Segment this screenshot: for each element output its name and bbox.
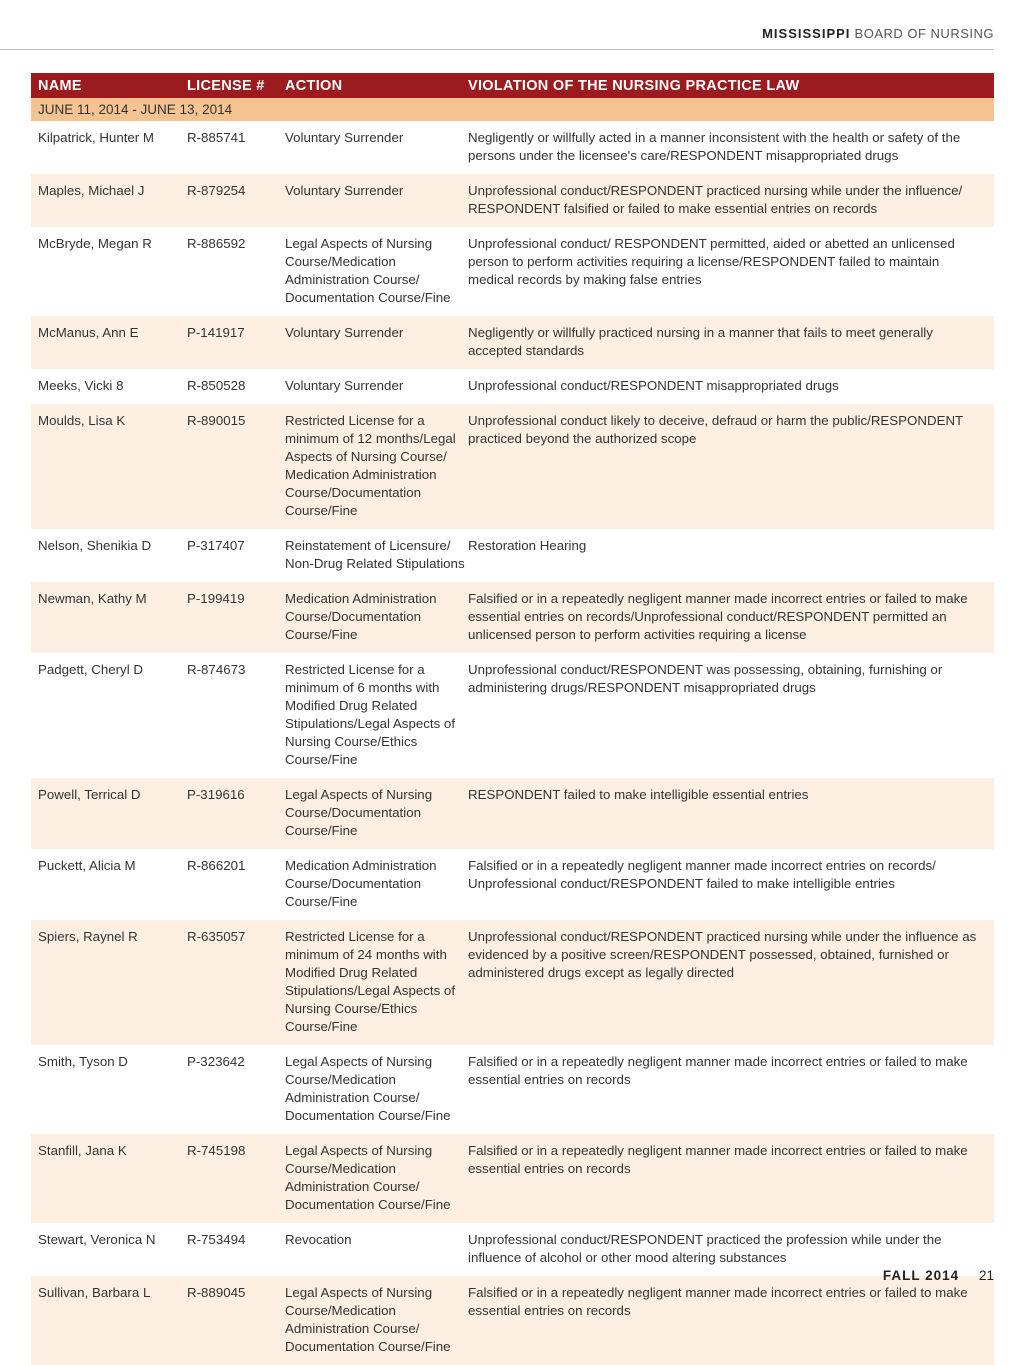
cell-violation: Falsified or in a repeatedly negligent manner made incorrect entries or failed to make essential entries on records/Unprofessional conduct/RESPONDENT permitted an unlicensed person to perform activities requiring a license [468, 591, 968, 642]
cell-action: Restricted License for a minimum of 6 months with Modified Drug Related Stipulations/Legal Aspects of Nursing Course/Ethics Course/Fine [285, 662, 456, 767]
cell-license: P-319616 [187, 787, 245, 802]
masthead-state: MISSISSIPPI [762, 26, 851, 41]
cell-license: P-323642 [187, 1054, 245, 1069]
header-violation: VIOLATION OF THE NURSING PRACTICE LAW [468, 77, 800, 94]
cell-license: R-753494 [187, 1232, 246, 1247]
header-license: LICENSE # [187, 77, 265, 94]
header-name: NAME [38, 77, 82, 94]
cell-name: Stewart, Veronica N [38, 1232, 156, 1247]
cell-action: Revocation [285, 1232, 352, 1247]
cell-name: Newman, Kathy M [38, 591, 147, 606]
cell-name: Nelson, Shenikia D [38, 538, 152, 553]
cell-action: Legal Aspects of Nursing Course/Documentation Course/Fine [285, 787, 433, 838]
table-row [31, 227, 994, 316]
cell-license: R-850528 [187, 378, 246, 393]
cell-action: Restricted License for a minimum of 24 months with Modified Drug Related Stipulations/Legal Aspects of Nursing Course/Ethics Course/Fine [285, 929, 456, 1034]
table-row [31, 1045, 994, 1134]
header-action: ACTION [285, 77, 343, 94]
table-row [31, 121, 994, 174]
cell-name: Kilpatrick, Hunter M [38, 130, 155, 145]
cell-action: Medication Administration Course/Documentation Course/Fine [285, 858, 437, 909]
page-number: 21 [978, 1268, 994, 1283]
table-row [31, 920, 994, 1045]
cell-violation: Unprofessional conduct/RESPONDENT practiced nursing while under the influence as evidenced by a positive screen/RESPONDENT possessed, obtained, furnished or administered drugs except as legally directed [468, 929, 977, 980]
cell-name: McManus, Ann E [38, 325, 139, 340]
cell-name: Maples, Michael J [38, 183, 145, 198]
table-row [31, 369, 994, 404]
cell-license: P-141917 [187, 325, 245, 340]
cell-license: R-889045 [187, 1285, 246, 1300]
cell-violation: Falsified or in a repeatedly negligent manner made incorrect entries or failed to make essential entries on records [468, 1054, 968, 1087]
cell-action: Voluntary Surrender [285, 378, 404, 393]
cell-violation: Negligently or willfully practiced nursing in a manner that fails to meet generally accepted standards [468, 325, 933, 358]
cell-license: R-885741 [187, 130, 246, 145]
cell-violation: Falsified or in a repeatedly negligent manner made incorrect entries or failed to make essential entries on records [468, 1285, 968, 1318]
cell-name: Puckett, Alicia M [38, 858, 136, 873]
cell-violation: Unprofessional conduct likely to deceive, defraud or harm the public/RESPONDENT practiced beyond the authorized scope [468, 413, 963, 446]
cell-license: R-886592 [187, 236, 246, 251]
masthead-board: BOARD OF NURSING [854, 26, 994, 41]
table-row [31, 849, 994, 920]
table-row [31, 1134, 994, 1223]
cell-action: Legal Aspects of Nursing Course/Medication Administration Course/ Documentation Course/Fine [285, 1054, 451, 1123]
cell-license: R-879254 [187, 183, 246, 198]
cell-violation: Unprofessional conduct/RESPONDENT was possessing, obtaining, furnishing or administering drugs/RESPONDENT misappropriated drugs [468, 662, 943, 695]
cell-name: Moulds, Lisa K [38, 413, 126, 428]
page-footer [883, 1268, 994, 1283]
cell-name: Stanfill, Jana K [38, 1143, 127, 1158]
table-row [31, 529, 994, 582]
cell-violation: Restoration Hearing [468, 538, 587, 553]
table-row [31, 1276, 994, 1365]
cell-name: Padgett, Cheryl D [38, 662, 143, 677]
table-body [31, 121, 994, 1365]
masthead [762, 26, 994, 41]
table-header [31, 73, 994, 98]
cell-action: Voluntary Surrender [285, 183, 404, 198]
disciplinary-actions-table [31, 73, 994, 1365]
table-row [31, 582, 994, 653]
cell-name: McBryde, Megan R [38, 236, 152, 251]
cell-action: Voluntary Surrender [285, 325, 404, 340]
table-row [31, 404, 994, 529]
cell-violation: Falsified or in a repeatedly negligent manner made incorrect entries or failed to make essential entries on records [468, 1143, 968, 1176]
table-row [31, 316, 994, 369]
cell-violation: Unprofessional conduct/ RESPONDENT permitted, aided or abetted an unlicensed person to perform activities requiring a license/RESPONDENT failed to maintain medical records by making false entries [468, 236, 955, 287]
cell-name: Powell, Terrical D [38, 787, 141, 802]
cell-name: Smith, Tyson D [38, 1054, 128, 1069]
cell-action: Voluntary Surrender [285, 130, 404, 145]
cell-license: R-745198 [187, 1143, 246, 1158]
cell-license: P-317407 [187, 538, 245, 553]
cell-action: Legal Aspects of Nursing Course/Medication Administration Course/ Documentation Course/Fine [285, 1143, 451, 1212]
table-row [31, 174, 994, 227]
cell-action: Legal Aspects of Nursing Course/Medication Administration Course/ Documentation Course/Fine [285, 1285, 451, 1354]
cell-name: Sullivan, Barbara L [38, 1285, 151, 1300]
cell-violation: Unprofessional conduct/RESPONDENT practiced nursing while under the influence/ RESPONDENT falsified or failed to make essential entries on records [468, 183, 963, 216]
table-row [31, 778, 994, 849]
table-row [31, 653, 994, 778]
cell-action: Reinstatement of Licensure/ Non-Drug Related Stipulations [285, 538, 465, 571]
cell-name: Spiers, Raynel R [38, 929, 138, 944]
masthead-divider [0, 49, 994, 50]
cell-action: Legal Aspects of Nursing Course/Medication Administration Course/ Documentation Course/Fine [285, 236, 451, 305]
cell-violation: Negligently or willfully acted in a manner inconsistent with the health or safety of the persons under the licensee's care/RESPONDENT misappropriated drugs [468, 130, 961, 163]
cell-name: Meeks, Vicki 8 [38, 378, 124, 393]
cell-violation: Falsified or in a repeatedly negligent manner made incorrect entries on records/ Unprofessional conduct/RESPONDENT failed to make intelligible entries [468, 858, 936, 891]
cell-action: Restricted License for a minimum of 12 months/Legal Aspects of Nursing Course/ Medication Administration Course/Documentation Course/Fine [285, 413, 456, 518]
cell-violation: RESPONDENT failed to make intelligible essential entries [468, 787, 809, 802]
cell-license: R-635057 [187, 929, 246, 944]
cell-action: Medication Administration Course/Documentation Course/Fine [285, 591, 437, 642]
issue-label: FALL 2014 [882, 1268, 960, 1283]
cell-violation: Unprofessional conduct/RESPONDENT misappropriated drugs [468, 378, 839, 393]
cell-license: R-890015 [187, 413, 246, 428]
cell-license: P-199419 [187, 591, 245, 606]
cell-violation: Unprofessional conduct/RESPONDENT practiced the profession while under the influence of alcohol or other mood altering substances [468, 1232, 942, 1265]
cell-license: R-874673 [187, 662, 246, 677]
cell-license: R-866201 [187, 858, 246, 873]
date-range-section: JUNE 11, 2014 - JUNE 13, 2014 [31, 98, 994, 121]
table-row [31, 1223, 994, 1276]
